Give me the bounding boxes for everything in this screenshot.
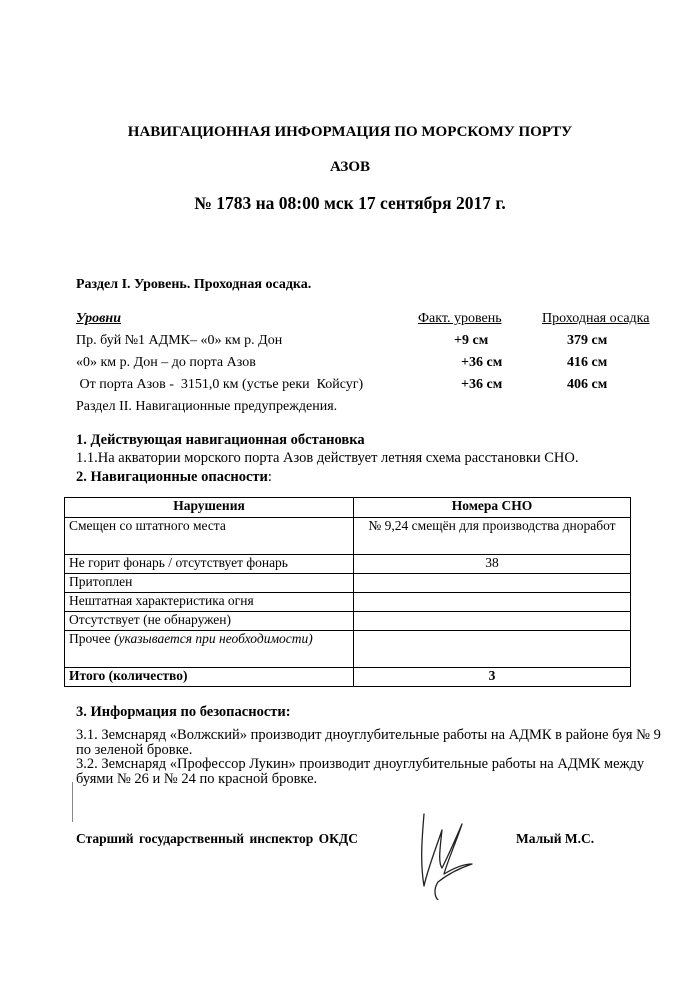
levels-col-header: Уровни — [76, 311, 121, 326]
sno-numbers-col-header: Номера СНО — [354, 498, 631, 518]
signer-name: Малый М.С. — [516, 831, 595, 846]
doc-number-date: № 1783 на 08:00 мск 17 сентября 2017 г. — [194, 193, 506, 213]
signature-icon — [412, 808, 482, 900]
table-row — [65, 631, 631, 668]
level-row-fact: +9 см — [454, 333, 489, 348]
violation-label: Нештатная характеристика огня — [65, 593, 354, 612]
section1-heading: Раздел I. Уровень. Проходная осадка. — [76, 277, 312, 292]
level-row-name: Пр. буй №1 АДМК– «0» км р. Дон — [76, 333, 283, 348]
table-row — [65, 612, 631, 631]
current-situation-heading: 1. Действующая навигационная обстановка — [76, 432, 365, 448]
doc-port: АЗОВ — [329, 159, 371, 175]
other-label: Прочее — [69, 631, 115, 646]
violation-label: Не горит фонарь / отсутствует фонарь — [65, 555, 354, 574]
sno-value — [354, 593, 631, 612]
doc-title: НАВИГАЦИОННАЯ ИНФОРМАЦИЯ ПО МОРСКОМУ ПОРТУ — [127, 124, 573, 140]
violations-col-header: Нарушения — [65, 498, 354, 518]
level-row-fact: +36 см — [461, 377, 503, 392]
safety-info-heading: 3. Информация по безопасности: — [76, 704, 291, 720]
level-row-draft: 379 см — [567, 333, 608, 348]
safety-item: 3.2. Земснаряд «Профессор Лукин» производит дноуглубительные работы на АДМК между буями № 26 и № 24 по красной бровке. — [76, 756, 645, 787]
sno-value — [354, 612, 631, 631]
total-label: Итого (количество) — [65, 668, 354, 687]
table-total-row — [65, 668, 631, 687]
violation-label: Притоплен — [65, 574, 354, 593]
violation-label-other — [65, 631, 354, 668]
nav-hazards-heading-text: 2. Навигационные опасности — [76, 469, 268, 485]
level-row-fact: +36 см — [461, 355, 503, 370]
level-row-name: «0» км р. Дон – до порта Азов — [76, 355, 256, 370]
total-value: 3 — [354, 668, 631, 687]
signer-position: Старший государственный инспектор ОКДС — [76, 831, 358, 846]
level-row-name: От порта Азов - 3151,0 км (устье реки Койсуг) — [76, 377, 364, 392]
other-note: (указывается при необходимости) — [114, 631, 313, 646]
table-row — [65, 518, 631, 555]
table-row — [65, 555, 631, 574]
level-row-draft: 416 см — [567, 355, 608, 370]
table-row — [65, 574, 631, 593]
sno-value — [354, 574, 631, 593]
fact-level-col-header: Факт. уровень — [418, 311, 502, 326]
nav-hazards-table — [64, 497, 631, 687]
section2-heading: Раздел II. Навигационные предупреждения. — [76, 399, 338, 414]
nav-hazards-heading-colon: : — [267, 469, 272, 485]
violation-label: Смещен со штатного места — [65, 518, 354, 555]
draft-col-header: Проходная осадка — [542, 311, 650, 326]
level-row-draft: 406 см — [567, 377, 608, 392]
table-row — [65, 593, 631, 612]
sno-value — [354, 631, 631, 668]
violation-label: Отсутствует (не обнаружен) — [65, 612, 354, 631]
sno-value: 38 — [354, 555, 631, 574]
nav-hazards-heading — [76, 469, 272, 486]
sno-value: № 9,24 смещён для производства дноработ — [354, 518, 631, 555]
margin-line — [72, 782, 73, 822]
table-header-row — [65, 498, 631, 518]
current-situation-text: 1.1.На акватории морского порта Азов действует летняя схема расстановки СНО. — [76, 450, 579, 466]
safety-item: 3.1. Земснаряд «Волжский» производит дноуглубительные работы на АДМК в районе буя № 9 по зеленой бровке. — [76, 727, 661, 758]
